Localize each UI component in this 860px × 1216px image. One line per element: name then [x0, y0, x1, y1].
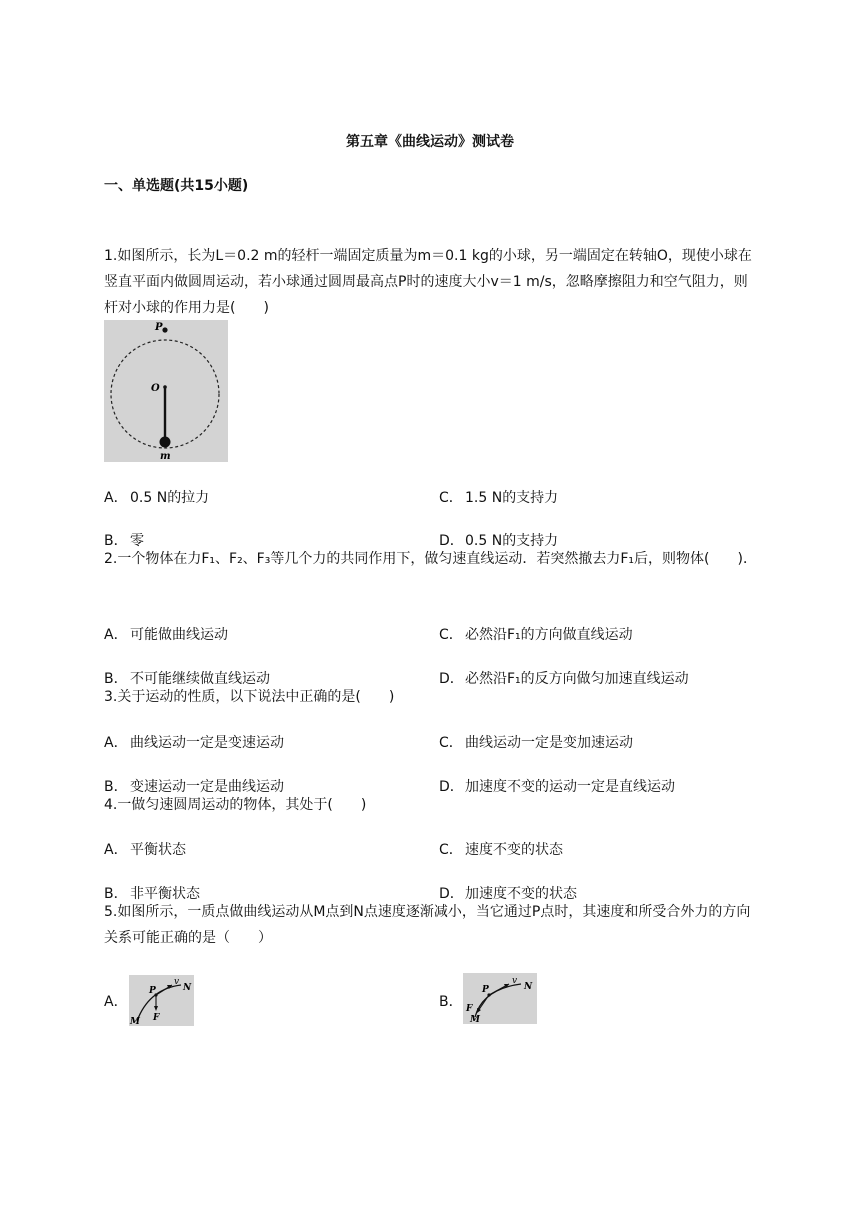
question-1-stem: 1.如图所示，长为L＝0.2 m的轻杆一端固定质量为m＝0.1 kg的小球，另一端固定在转轴O，现使小球在竖直平面内做圆周运动，若小球通过圆周最高点P时的速度大小v＝1 m/s，忽略摩擦阻力和空气阻力，则杆对小球的作用力是( )	[104, 248, 752, 316]
label-p: P	[155, 322, 163, 333]
option-letter: A．	[104, 994, 128, 1010]
option-text: 加速度不变的运动一定是直线运动	[465, 779, 675, 795]
option-text: 不可能继续做直线运动	[130, 671, 270, 687]
option-text: 可能做曲线运动	[130, 627, 228, 643]
q1-option-a[interactable]	[104, 487, 209, 507]
label-p: P	[482, 985, 489, 995]
q3-option-c[interactable]	[439, 732, 633, 752]
option-letter: B．	[104, 671, 128, 687]
force-arrowhead	[154, 1006, 158, 1011]
section-heading: 一、单选题(共15小题)	[104, 178, 249, 194]
option-letter: D．	[439, 671, 464, 687]
option-text: 必然沿F₁的方向做直线运动	[465, 627, 633, 643]
q1-option-c[interactable]	[439, 487, 558, 507]
option-text: 速度不变的状态	[465, 842, 563, 858]
q2-option-a[interactable]	[104, 624, 228, 644]
option-letter: C．	[439, 735, 463, 751]
q4-option-a[interactable]	[104, 839, 186, 859]
option-text: 曲线运动一定是变加速运动	[465, 735, 633, 751]
option-text: 0.5 N的拉力	[130, 490, 210, 506]
q5-option-a-letter-wrap[interactable]	[104, 991, 128, 1011]
option-letter: A．	[104, 490, 128, 506]
ball-m-marker	[160, 437, 171, 448]
label-m: m	[160, 451, 171, 462]
label-n: N	[524, 982, 533, 992]
label-f: F	[153, 1013, 160, 1023]
option-letter: D．	[439, 886, 464, 902]
label-v: v	[512, 976, 518, 986]
option-text: 变速运动一定是曲线运动	[130, 779, 284, 795]
force-arrow	[478, 995, 489, 1011]
page-title: 第五章《曲线运动》测试卷	[346, 134, 514, 150]
label-n: N	[183, 983, 192, 993]
option-letter: C．	[439, 627, 463, 643]
option-letter: C．	[439, 490, 463, 506]
option-text: 必然沿F₁的反方向做匀加速直线运动	[465, 671, 689, 687]
curve-diagram-b	[463, 973, 537, 1024]
curve-diagram-a	[129, 975, 194, 1026]
question-5-stem: 5.如图所示，一质点做曲线运动从M点到N点速度逐渐减小，当它通过P点时，其速度和所受合外力的方向关系可能正确的是（ ）	[104, 904, 751, 946]
option-letter: B．	[104, 533, 128, 549]
q5-option-a-figure[interactable]	[129, 975, 194, 1026]
option-letter: D．	[439, 533, 464, 549]
option-letter: B．	[104, 886, 128, 902]
option-text: 零	[130, 533, 144, 549]
q5-option-b-figure[interactable]	[463, 973, 537, 1024]
q2-option-c[interactable]	[439, 624, 633, 644]
option-letter: A．	[104, 735, 128, 751]
option-letter: C．	[439, 842, 463, 858]
q5-option-b-letter-wrap[interactable]	[439, 991, 463, 1011]
option-text: 加速度不变的状态	[465, 886, 577, 902]
option-letter: B．	[439, 994, 463, 1010]
option-text: 1.5 N的支持力	[465, 490, 559, 506]
label-m: M	[130, 1017, 140, 1026]
circle-rod-diagram	[104, 320, 228, 462]
label-o: O	[151, 383, 160, 394]
option-text: 曲线运动一定是变速运动	[130, 735, 284, 751]
option-text: 非平衡状态	[130, 886, 200, 902]
label-m: M	[470, 1015, 480, 1024]
q4-option-c[interactable]	[439, 839, 563, 859]
label-p: P	[149, 986, 156, 996]
question-2-stem: 2.一个物体在力F₁、F₂、F₃等几个力的共同作用下，做匀速直线运动．若突然撤去力F₁后，则物体( )．	[104, 551, 757, 567]
q3-option-a[interactable]	[104, 732, 284, 752]
point-p-marker	[162, 327, 167, 332]
option-letter: D．	[439, 779, 464, 795]
label-v: v	[174, 977, 180, 987]
question-3-stem: 3.关于运动的性质，以下说法中正确的是( )	[104, 689, 395, 705]
option-letter: A．	[104, 842, 128, 858]
option-text: 平衡状态	[130, 842, 186, 858]
label-f: F	[466, 1004, 473, 1014]
option-letter: A．	[104, 627, 128, 643]
question-4-stem: 4.一做匀速圆周运动的物体，其处于( )	[104, 797, 367, 813]
option-letter: B．	[104, 779, 128, 795]
option-text: 0.5 N的支持力	[465, 533, 559, 549]
question-1-figure	[104, 320, 228, 462]
